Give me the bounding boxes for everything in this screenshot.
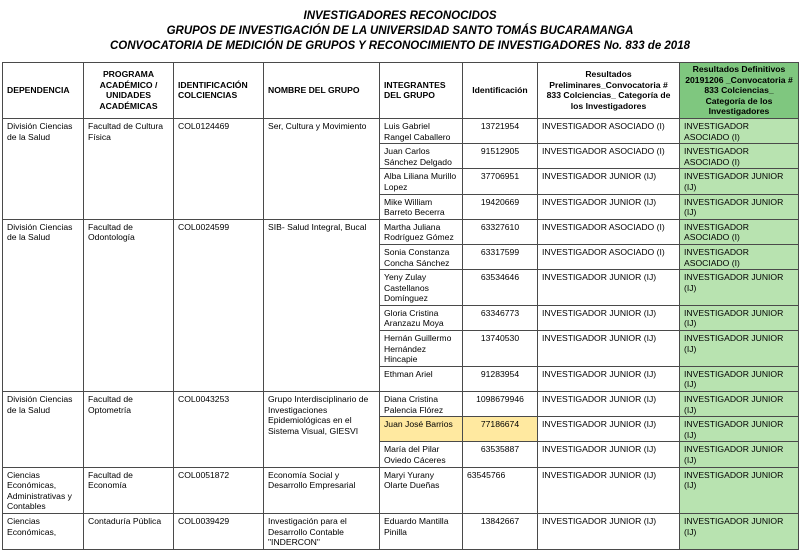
cell-member-final: INVESTIGADOR ASOCIADO (I) xyxy=(680,144,799,169)
cell-programa: Facultad de Economía xyxy=(84,467,174,513)
cell-member-name: Gloria Cristina Aranzazu Moya xyxy=(380,305,463,330)
cell-member-prelim: INVESTIGADOR JUNIOR (IJ) xyxy=(538,305,680,330)
cell-grupo: Ser, Cultura y Movimiento xyxy=(264,118,380,219)
cell-member-id: 63545766 xyxy=(463,467,538,513)
title-line-3: CONVOCATORIA DE MEDICIÓN DE GRUPOS Y RECONOCIMIENTO DE INVESTIGADORES No. 833 de 2018 xyxy=(109,40,690,52)
cell-member-id: 91283954 xyxy=(463,366,538,391)
cell-dependencia: Ciencias Económicas, xyxy=(3,513,84,549)
cell-member-id: 37706951 xyxy=(463,169,538,194)
cell-member-prelim: INVESTIGADOR ASOCIADO (I) xyxy=(538,244,680,269)
col-header-programa: PROGRAMA ACADÉMICO / UNIDADES ACADÉMICAS xyxy=(84,63,174,119)
cell-member-final: INVESTIGADOR JUNIOR (IJ) xyxy=(680,305,799,330)
cell-programa: Facultad de Odontología xyxy=(84,219,174,391)
table-header-row xyxy=(3,63,799,119)
cell-member-name: Juan Carlos Sánchez Delgado xyxy=(380,144,463,169)
table-row xyxy=(3,513,799,549)
cell-dependencia: Ciencias Económicas, Administrativas y Contables xyxy=(3,467,84,513)
cell-member-prelim: INVESTIGADOR JUNIOR (IJ) xyxy=(538,513,680,549)
cell-member-final: INVESTIGADOR JUNIOR (IJ) xyxy=(680,331,799,367)
cell-member-name: Hernán Guillermo Hernández Hincapie xyxy=(380,331,463,367)
cell-member-name: Martha Juliana Rodríguez Gómez xyxy=(380,219,463,244)
cell-member-final: INVESTIGADOR JUNIOR (IJ) xyxy=(680,417,799,442)
cell-grupo: SIB- Salud Integral, Bucal xyxy=(264,219,380,391)
table-row xyxy=(3,118,799,143)
document-header xyxy=(0,0,800,55)
title-line-2: GRUPOS DE INVESTIGACIÓN DE LA UNIVERSIDAD SANTO TOMÁS BUCARAMANGA xyxy=(166,25,634,37)
col-header-id-num: Identificación xyxy=(463,63,538,119)
cell-programa: Contaduría Pública xyxy=(84,513,174,549)
cell-member-prelim: INVESTIGADOR JUNIOR (IJ) xyxy=(538,467,680,513)
cell-member-name: Eduardo Mantilla Pinilla xyxy=(380,513,463,549)
cell-member-prelim: INVESTIGADOR JUNIOR (IJ) xyxy=(538,442,680,467)
cell-member-id: 63346773 xyxy=(463,305,538,330)
cell-member-name: Ethman Ariel xyxy=(380,366,463,391)
cell-dependencia: División Ciencias de la Salud xyxy=(3,118,84,219)
cell-member-final: INVESTIGADOR ASOCIADO (I) xyxy=(680,118,799,143)
col-header-integrantes: INTEGRANTES DEL GRUPO xyxy=(380,63,463,119)
cell-member-id: 13721954 xyxy=(463,118,538,143)
cell-grupo: Economía Social y Desarrollo Empresarial xyxy=(264,467,380,513)
cell-member-id: 13740530 xyxy=(463,331,538,367)
cell-member-id: 1098679946 xyxy=(463,392,538,417)
cell-member-final: INVESTIGADOR JUNIOR (IJ) xyxy=(680,270,799,306)
cell-member-name: Alba Liliana Murillo Lopez xyxy=(380,169,463,194)
title-line-1: INVESTIGADORES RECONOCIDOS xyxy=(303,10,497,22)
cell-member-id: 63535887 xyxy=(463,442,538,467)
cell-member-id: 63317599 xyxy=(463,244,538,269)
table-row xyxy=(3,467,799,513)
cell-member-final: INVESTIGADOR JUNIOR (IJ) xyxy=(680,442,799,467)
researchers-table xyxy=(2,62,799,550)
cell-member-prelim: INVESTIGADOR JUNIOR (IJ) xyxy=(538,392,680,417)
cell-codigo: COL0024599 xyxy=(174,219,264,391)
cell-member-final: INVESTIGADOR ASOCIADO (I) xyxy=(680,219,799,244)
cell-member-prelim: INVESTIGADOR JUNIOR (IJ) xyxy=(538,194,680,219)
col-header-dependencia: DEPENDENCIA xyxy=(3,63,84,119)
cell-member-name: Yeny Zulay Castellanos Domínguez xyxy=(380,270,463,306)
col-header-definitivos: Resultados Definitivos 20191206 _Convocatoria # 833 Colciencias_ Categoría de los Investigadores xyxy=(680,63,799,119)
cell-member-prelim: INVESTIGADOR ASOCIADO (I) xyxy=(538,144,680,169)
cell-member-id: 19420669 xyxy=(463,194,538,219)
cell-member-id: 63327610 xyxy=(463,219,538,244)
cell-member-id: 91512905 xyxy=(463,144,538,169)
cell-member-name: Maryi Yurany Olarte Dueñas xyxy=(380,467,463,513)
table-row xyxy=(3,392,799,417)
cell-member-id: 63534646 xyxy=(463,270,538,306)
cell-member-name: María del Pilar Oviedo Cáceres xyxy=(380,442,463,467)
cell-member-id: 13842667 xyxy=(463,513,538,549)
cell-member-final: INVESTIGADOR JUNIOR (IJ) xyxy=(680,513,799,549)
cell-codigo: COL0124469 xyxy=(174,118,264,219)
cell-member-final: INVESTIGADOR ASOCIADO (I) xyxy=(680,244,799,269)
cell-member-id: 77186674 xyxy=(463,417,538,442)
cell-member-name: Mike William Barreto Becerra xyxy=(380,194,463,219)
cell-programa: Facultad de Optometría xyxy=(84,392,174,468)
cell-dependencia: División Ciencias de la Salud xyxy=(3,219,84,391)
col-header-grupo: NOMBRE DEL GRUPO xyxy=(264,63,380,119)
col-header-preliminares: Resultados Preliminares_Convocatoria # 833 Colciencias_ Categoría de los Investigadores xyxy=(538,63,680,119)
cell-member-prelim: INVESTIGADOR ASOCIADO (I) xyxy=(538,219,680,244)
cell-member-prelim: INVESTIGADOR JUNIOR (IJ) xyxy=(538,169,680,194)
cell-member-prelim: INVESTIGADOR JUNIOR (IJ) xyxy=(538,417,680,442)
cell-member-prelim: INVESTIGADOR JUNIOR (IJ) xyxy=(538,270,680,306)
cell-member-final: INVESTIGADOR JUNIOR (IJ) xyxy=(680,467,799,513)
cell-member-name: Luis Gabriel Rangel Caballero xyxy=(380,118,463,143)
cell-member-prelim: INVESTIGADOR JUNIOR (IJ) xyxy=(538,366,680,391)
table-row xyxy=(3,219,799,244)
cell-codigo: COL0039429 xyxy=(174,513,264,549)
cell-member-final: INVESTIGADOR JUNIOR (IJ) xyxy=(680,392,799,417)
cell-member-final: INVESTIGADOR JUNIOR (IJ) xyxy=(680,194,799,219)
cell-member-name: Diana Cristina Palencia Flórez xyxy=(380,392,463,417)
cell-member-name: Juan José Barrios xyxy=(380,417,463,442)
cell-member-name: Sonia Constanza Concha Sánchez xyxy=(380,244,463,269)
cell-programa: Facultad de Cultura Física xyxy=(84,118,174,219)
cell-member-prelim: INVESTIGADOR JUNIOR (IJ) xyxy=(538,331,680,367)
col-header-identificacion: IDENTIFICACIÓN COLCIENCIAS xyxy=(174,63,264,119)
cell-member-final: INVESTIGADOR JUNIOR (IJ) xyxy=(680,169,799,194)
cell-grupo: Investigación para el Desarrollo Contable "INDERCON" xyxy=(264,513,380,549)
cell-grupo: Grupo Interdisciplinario de Investigaciones Epidemiológicas en el Sistema Visual, GIESVI xyxy=(264,392,380,468)
cell-codigo: COL0043253 xyxy=(174,392,264,468)
cell-member-prelim: INVESTIGADOR ASOCIADO (I) xyxy=(538,118,680,143)
cell-dependencia: División Ciencias de la Salud xyxy=(3,392,84,468)
cell-codigo: COL0051872 xyxy=(174,467,264,513)
cell-member-final: INVESTIGADOR JUNIOR (IJ) xyxy=(680,366,799,391)
